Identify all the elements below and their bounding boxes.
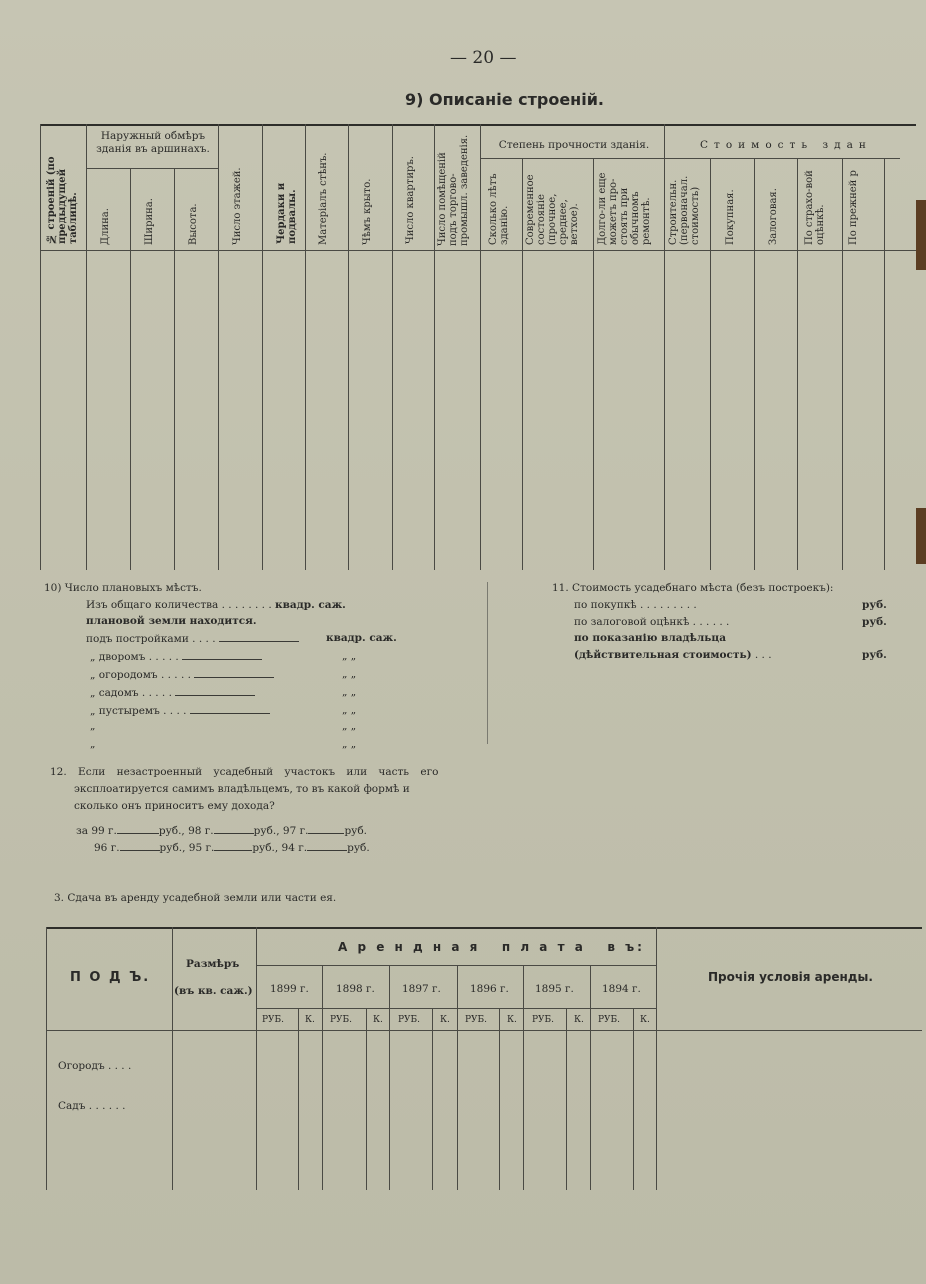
rub-col-label: РУБ. [262,1015,285,1025]
year-label: 96 г. [94,842,120,854]
header-build-cost: Строительн. (первоначал. стоимость) [668,175,701,245]
rub-col-label: РУБ. [398,1015,421,1025]
rent-header-size: Размѣръ [186,958,240,970]
kop-col-label: К. [305,1015,315,1025]
year-1896: 1896 г. [470,983,509,995]
section-11-row: (дѣйствительная стоимость) . . . [574,649,772,661]
section-12-text-2: эксплоатируется самимъ владѣльцемъ, то въ какой формѣ и [74,783,410,795]
row-unit: „ „ [342,686,357,698]
header-strength: Степень прочности зданія. [498,139,650,151]
row-label: „ пустыремъ [90,705,160,717]
header-commercial: Число помѣщеній подъ торгово-промышл. заведенія. [437,134,470,246]
rent-header-size-unit: (въ кв. саж.) [174,985,253,997]
year-1895: 1895 г. [535,983,574,995]
row-unit: „ „ [342,738,357,750]
row-label: „ дворомъ [90,651,146,663]
row-unit: руб. [862,599,887,611]
rent-header-payment: А р е н д н а я п л а т а в ъ: [338,940,645,954]
year-1894: 1894 г. [602,983,641,995]
rent-row-orchard: Садъ . . . . . . [58,1100,126,1112]
year-1897: 1897 г. [402,983,441,995]
section-12-text-3: сколько онъ приноситъ ему дохода? [74,800,275,812]
header-height: Высота. [188,203,199,245]
year-label: руб., 98 г. [158,825,214,837]
row-label: „ [90,720,96,732]
rub-col-label: РУБ. [598,1015,621,1025]
section-10-title: 10) Число плановыхъ мѣстъ. [44,582,202,594]
row-unit: „ „ [342,650,357,662]
header-attics: Чердаки и подвалы. [276,182,298,244]
header-roof: Чѣмъ крыто. [362,178,373,245]
section-10-row: „ садомъ . . . . . [90,686,255,699]
rub-col-label: РУБ. [330,1015,353,1025]
page-number: — 20 — [450,48,517,68]
row-unit: руб. [862,616,887,628]
year-label: руб., 97 г. [253,825,309,837]
rub-label: руб. [344,825,367,837]
row-label: по залоговой оцѣнкѣ [574,616,690,628]
section-11-row: по покупкѣ . . . . . . . . . [574,599,697,611]
section-10-line1-label: Изъ общаго количества [86,599,219,611]
header-width: Ширина. [144,198,155,245]
year-label: руб., 94 г. [252,842,308,854]
section-10-row: „ огородомъ . . . . . [90,668,274,681]
row-unit: „ „ [342,720,357,732]
header-length: Длина. [100,208,111,245]
header-age: Сколько лѣтъ зданію. [488,173,510,245]
row-label: „ садомъ [90,687,139,699]
header-condition: Современное состояніе (прочное, среднее, ветхое). [525,174,580,245]
section-10-line2: плановой земли находится. [86,615,257,627]
header-building-number: № строеній (по предыдущей таблицѣ. [46,156,79,244]
row-unit: квадр. саж. [326,632,397,644]
section-10-row: подъ постройками . . . . [86,632,299,645]
header-previous: По прежней р [848,170,859,245]
rent-row-garden: Огородъ . . . . [58,1060,132,1072]
row-unit: „ „ [342,668,357,680]
kop-col-label: К. [574,1015,584,1025]
rent-header-other: Прочія условія аренды. [708,970,873,984]
row-label: „ огородомъ [90,669,158,681]
kop-col-label: К. [507,1015,517,1025]
header-outer-measure: Наружный обмѣръ зданія въ аршинахъ. [96,130,210,155]
section-11-row: по залоговой оцѣнкѣ . . . . . . [574,616,730,628]
row-unit: „ „ [342,704,357,716]
section-11-title: 11. Стоимость усадебнаго мѣста (безъ построекъ): [552,582,834,594]
section-12-text-1: 12. Если незастроенный усадебный участокъ или часть его [50,766,439,778]
row-label: подъ постройками [86,633,189,645]
page-edge-tab [916,200,926,270]
section-12-row-1 [76,824,367,837]
section-10-row: „ дворомъ . . . . . [90,650,262,663]
rent-header-pod: П О Д Ъ. [70,970,151,985]
header-wall-material: Матеріалъ стѣнъ. [318,152,329,245]
kop-col-label: К. [440,1015,450,1025]
rub-col-label: РУБ. [465,1015,488,1025]
year-label: руб., 95 г. [159,842,215,854]
page-edge-tab [916,508,926,564]
header-mortgage: Залоговая. [768,188,779,245]
row-label: (дѣйствительная стоимость) [574,649,752,661]
row-label: по показанію владѣльца [574,632,726,644]
header-apartments: Число квартиръ. [405,156,416,244]
header-durability: Долго-ли еще можетъ про-стоять при обычномъ ремонтѣ. [597,172,652,245]
section-10-row: „ пустыремъ . . . . [90,704,270,717]
header-purchase: Покупная. [725,189,736,245]
year-label: за 99 г. [76,825,117,837]
year-1898: 1898 г. [336,983,375,995]
header-insurance: По страхо-вой оцѣнкѣ. [804,170,826,245]
page-title: 9) Описаніе строеній. [405,90,605,109]
section-10-line1-unit: квадр. саж. [275,599,346,611]
year-1899: 1899 г. [270,983,309,995]
kop-col-label: К. [640,1015,650,1025]
rub-col-label: РУБ. [532,1015,555,1025]
header-cost: Стоимость здан [700,139,872,151]
row-label: „ [90,738,96,750]
section-10-line1: Изъ общаго количества . . . . . . . . квадр. саж. [86,599,346,611]
section-13-title: 3. Сдача въ аренду усадебной земли или части ея. [54,892,337,904]
kop-col-label: К. [373,1015,383,1025]
row-label: по покупкѣ [574,599,637,611]
header-floors: Число этажей. [232,167,243,245]
row-unit: руб. [862,649,887,661]
rub-label: руб. [347,842,370,854]
section-12-row-2 [94,841,370,854]
